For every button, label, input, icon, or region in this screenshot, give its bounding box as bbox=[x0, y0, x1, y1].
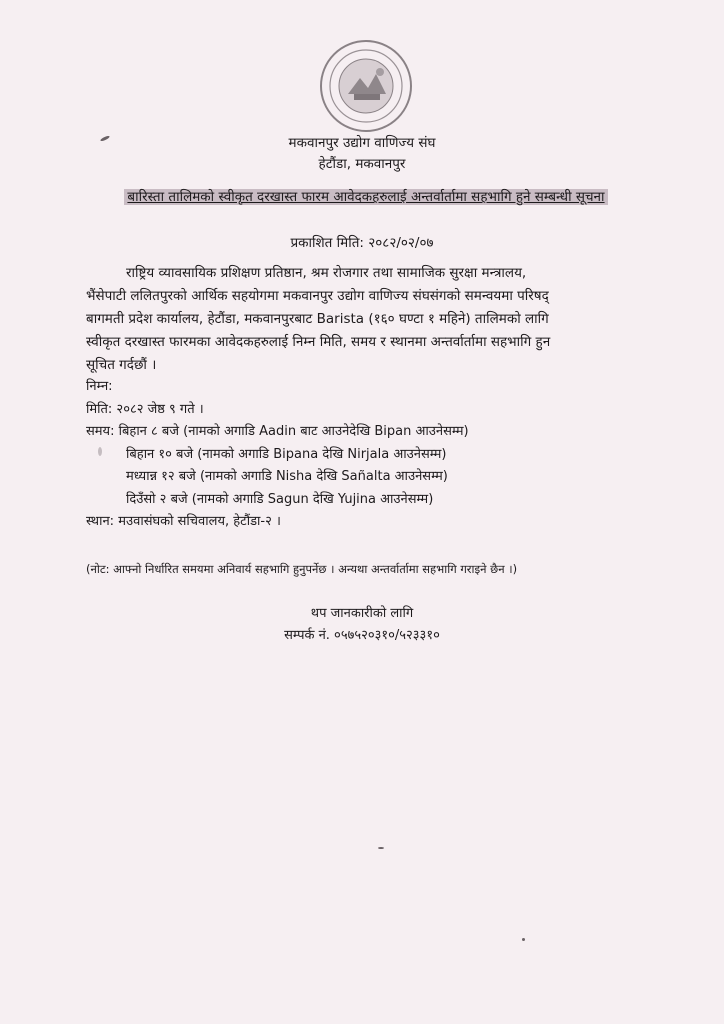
time-slot: दिउँसो २ बजे (नामको अगाडि Sagun देखि Yujina आउनेसम्म) bbox=[126, 491, 434, 507]
contact-heading: थप जानकारीको लागि bbox=[310, 606, 414, 621]
scan-speck bbox=[522, 938, 525, 941]
published-date: प्रकाशित मिति: २०८२/०२/०७ bbox=[290, 235, 434, 251]
time-label: समय: bbox=[86, 424, 115, 439]
notice-title bbox=[96, 186, 636, 208]
contact-number: सम्पर्क नं. ०५७५२०३१०/५२३३१० bbox=[284, 628, 440, 643]
time-slot: बिहान ८ बजे (नामको अगाडि Aadin बाट आउनेदेखि Bipan आउनेसम्म) bbox=[118, 424, 469, 439]
interview-details bbox=[86, 376, 646, 534]
time-slot: मध्यान्न १२ बजे (नामको अगाडि Nisha देखि Sañalta आउनेसम्म) bbox=[126, 469, 448, 484]
body-line: भैंसेपाटी ललितपुरको आर्थिक सहयोगमा मकवानपुर उद्योग वाणिज्य संघसंगको समन्वयमा परिषद् bbox=[86, 288, 549, 304]
interview-venue: स्थान: मउवासंघको सचिवालय, हेटौंडा-२ । bbox=[86, 514, 281, 529]
body-paragraph bbox=[86, 262, 646, 377]
scan-speck bbox=[98, 447, 102, 456]
organization-address: हेटौंडा, मकवानपुर bbox=[318, 156, 406, 172]
body-line: स्वीकृत दरखास्त फारमका आवेदकहरुलाई निम्न मिति, समय र स्थानमा अन्तर्वार्तामा सहभागि हुन bbox=[86, 334, 551, 350]
organization-name: मकवानपुर उद्योग वाणिज्य संघ bbox=[288, 135, 436, 151]
organization-seal-icon bbox=[318, 38, 414, 134]
time-slot-row bbox=[86, 421, 646, 444]
body-line: राष्ट्रिय व्यावसायिक प्रशिक्षण प्रतिष्ठान, श्रम रोजगार तथा सामाजिक सुरक्षा मन्त्रालय, bbox=[126, 265, 527, 281]
time-slot: बिहान १० बजे (नामको अगाडि Bipana देखि Nirjala आउनेसम्म) bbox=[126, 446, 447, 462]
note-text: (नोट: आफ्नो निर्धारित समयमा अनिवार्य सहभागि हुनुपर्नेछ । अन्यथा अन्तर्वार्तामा सहभागि गराइने छैन ।) bbox=[86, 562, 518, 576]
notice-title-text: बारिस्ता तालिमको स्वीकृत दरखास्त फारम आवेदकहरुलाई अन्तर्वार्तामा सहभागि हुने सम्बन्धी सूचना bbox=[124, 189, 607, 205]
scan-speck bbox=[378, 847, 384, 849]
body-line: बागमती प्रदेश कार्यालय, हेटौंडा, मकवानपुरबाट Barista (१६० घण्टा १ महिने) तालिमको लागि bbox=[86, 311, 549, 327]
interview-date: मिति: २०८२ जेष्ठ ९ गते । bbox=[86, 401, 204, 417]
body-line: सूचित गर्दछौं । bbox=[86, 357, 157, 373]
details-heading: निम्न: bbox=[86, 379, 113, 394]
